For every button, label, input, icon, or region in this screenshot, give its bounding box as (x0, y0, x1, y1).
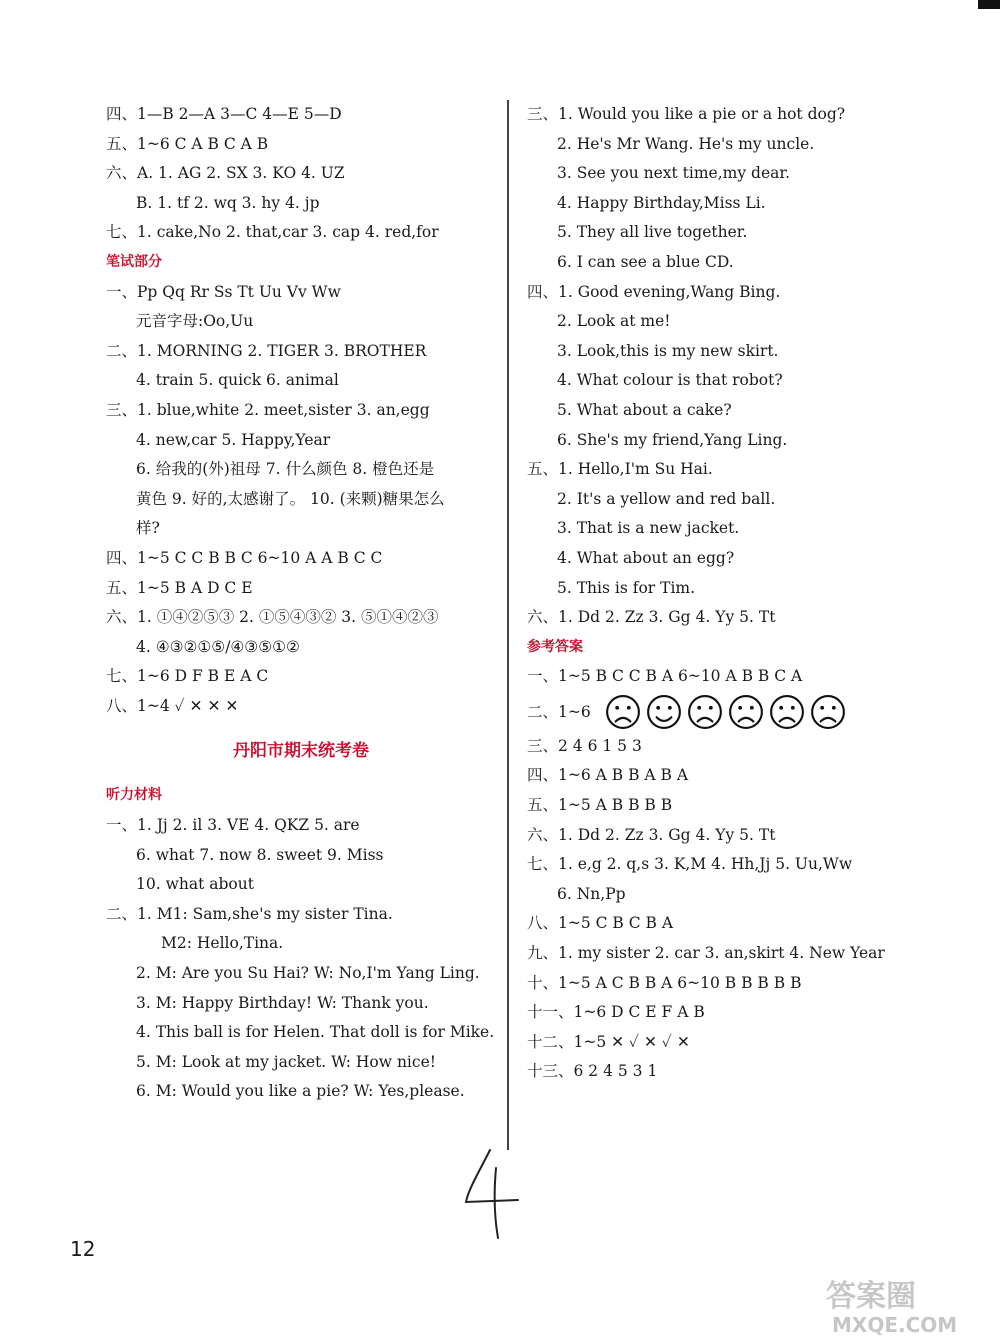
answer-line: 2. Look at me! (557, 312, 671, 331)
answer-line: 六、1. ①④②⑤③ 2. ①⑤④③② 3. ⑤①④②③ (106, 608, 439, 627)
right-answer-list (527, 100, 967, 692)
answer-line: 5. This is for Tim. (557, 578, 696, 597)
right-answer-list-2 (527, 732, 967, 1087)
answer-line: 六、1. Dd 2. Zz 3. Gg 4. Yy 5. Tt (527, 825, 776, 844)
answer-line: 元音字母:Oo,Uu (136, 312, 254, 331)
answer-line: 八、1~5 C B C B A (527, 914, 674, 933)
answer-line: 二、1. M1: Sam,she's my sister Tina. (106, 904, 393, 923)
answer-line: 十三、6 2 4 5 3 1 (527, 1062, 658, 1081)
svg-text:MXQE.COM: MXQE.COM (832, 1313, 958, 1337)
answer-line: 6. Nn,Pp (557, 884, 626, 903)
section-heading: 参考答案 (527, 638, 583, 655)
answer-line: 黄色 9. 好的,太感谢了。 10. (来颗)糖果怎么 (136, 489, 445, 508)
answer-line: 四、1. Good evening,Wang Bing. (527, 282, 781, 301)
answer-line: 3. That is a new jacket. (557, 519, 740, 538)
answer-line: 四、1~5 C C B B C 6~10 A A B C C (106, 548, 383, 567)
happy-face-icon (646, 694, 682, 730)
answer-line: 4. What colour is that robot? (557, 371, 783, 390)
answer-line: 六、1. Dd 2. Zz 3. Gg 4. Yy 5. Tt (527, 608, 776, 627)
answer-line: 3. See you next time,my dear. (557, 164, 790, 183)
answer-line: 2. It's a yellow and red ball. (557, 489, 776, 508)
sad-face-icon (728, 694, 764, 730)
answer-line: 一、Pp Qq Rr Ss Tt Uu Vv Ww (106, 282, 341, 301)
sad-face-icon (605, 694, 641, 730)
answer-line: 5. What about a cake? (557, 400, 732, 419)
corner-mark (978, 0, 1000, 9)
answer-line: 3. Look,this is my new skirt. (557, 341, 779, 360)
answer-line: 4. train 5. quick 6. animal (136, 371, 339, 390)
section-heading: 笔试部分 (106, 253, 162, 270)
answer-line: M2: Hello,Tina. (161, 934, 284, 953)
page-number: 12 (70, 1237, 96, 1261)
answer-line: 4. Happy Birthday,Miss Li. (557, 193, 766, 212)
sad-face-icon (810, 694, 846, 730)
answer-line: 九、1. my sister 2. car 3. an,skirt 4. New Year (527, 944, 885, 963)
sad-face-icon (769, 694, 805, 730)
exam-title: 丹阳市期末统考卷 (233, 741, 369, 762)
answer-line: 6. M: Would you like a pie? W: Yes,please. (136, 1082, 465, 1101)
column-divider (507, 100, 509, 1150)
right-column (527, 100, 967, 1087)
answer-line: 七、1. cake,No 2. that,car 3. cap 4. red,for (106, 223, 439, 242)
answer-line: 4. ④③②①⑤/④③⑤①② (136, 637, 300, 656)
sad-face-icon (687, 694, 723, 730)
answer-line: 四、1~6 A B B A B A (527, 766, 689, 785)
answer-line: 4. What about an egg? (557, 548, 735, 567)
answer-line: 五、1. Hello,I'm Su Hai. (527, 460, 713, 479)
answer-line: 4. This ball is for Helen. That doll is for Mike. (136, 1023, 495, 1042)
answer-line: 一、1. Jj 2. il 3. VE 4. QKZ 5. are (106, 816, 360, 835)
answer-line: 三、1. blue,white 2. meet,sister 3. an,egg (106, 400, 430, 419)
answer-line: 二、1. MORNING 2. TIGER 3. BROTHER (106, 341, 427, 360)
handwritten-mark (460, 1140, 530, 1244)
faces-answer-line (527, 692, 967, 732)
answer-line: 三、1. Would you like a pie or a hot dog? (527, 105, 846, 123)
svg-text:答案圈: 答案圈 (826, 1279, 916, 1314)
answer-line: 八、1~4 ✓ ✕ ✕ ✕ (106, 696, 239, 715)
answer-line: 6. 给我的(外)祖母 7. 什么颜色 8. 橙色还是 (136, 460, 435, 479)
left-column (106, 100, 496, 1107)
answer-line: 五、1~5 B A D C E (106, 578, 253, 597)
answer-line: 七、1. e,g 2. q,s 3. K,M 4. Hh,Jj 5. Uu,Ww (527, 855, 853, 874)
answer-line: B. 1. tf 2. wq 3. hy 4. jp (136, 193, 320, 212)
answer-line: 6. She's my friend,Yang Ling. (557, 430, 788, 449)
answer-line: 十一、1~6 D C E F A B (527, 1003, 705, 1022)
answer-line: 4. new,car 5. Happy,Year (136, 430, 331, 449)
answer-line: 五、1~5 A B B B B (527, 796, 673, 815)
left-answer-list (106, 100, 496, 721)
answer-line: 2. M: Are you Su Hai? W: No,I'm Yang Ling. (136, 964, 480, 983)
watermark-logo (818, 1270, 998, 1338)
answer-line: 6. I can see a blue CD. (557, 252, 734, 271)
answer-line: 七、1~6 D F B E A C (106, 667, 269, 686)
faces-label: 二、1~6 (527, 702, 591, 721)
answer-line: 3. M: Happy Birthday! W: Thank you. (136, 993, 429, 1012)
answer-line: 一、1~5 B C C B A 6~10 A B B C A (527, 667, 803, 686)
faces-row (605, 694, 846, 730)
left-listening-list (106, 781, 496, 1107)
answer-line: 10. what about (136, 875, 254, 894)
answer-line: 六、A. 1. AG 2. SX 3. KO 4. UZ (106, 164, 345, 183)
section-heading: 听力材料 (106, 787, 162, 804)
answer-line: 5. M: Look at my jacket. W: How nice! (136, 1052, 436, 1071)
answer-line: 十二、1~5 ✕ ✓ ✕ ✓ ✕ (527, 1032, 690, 1051)
answer-line: 样? (136, 519, 160, 538)
answer-line: 五、1~6 C A B C A B (106, 134, 269, 153)
answer-line: 5. They all live together. (557, 223, 748, 242)
answer-line: 6. what 7. now 8. sweet 9. Miss (136, 845, 384, 864)
answer-line: 四、1—B 2—A 3—C 4—E 5—D (106, 105, 342, 123)
answer-line: 2. He's Mr Wang. He's my uncle. (557, 134, 815, 153)
answer-line: 三、2 4 6 1 5 3 (527, 736, 642, 755)
answer-line: 十、1~5 A C B B A 6~10 B B B B B (527, 973, 802, 992)
